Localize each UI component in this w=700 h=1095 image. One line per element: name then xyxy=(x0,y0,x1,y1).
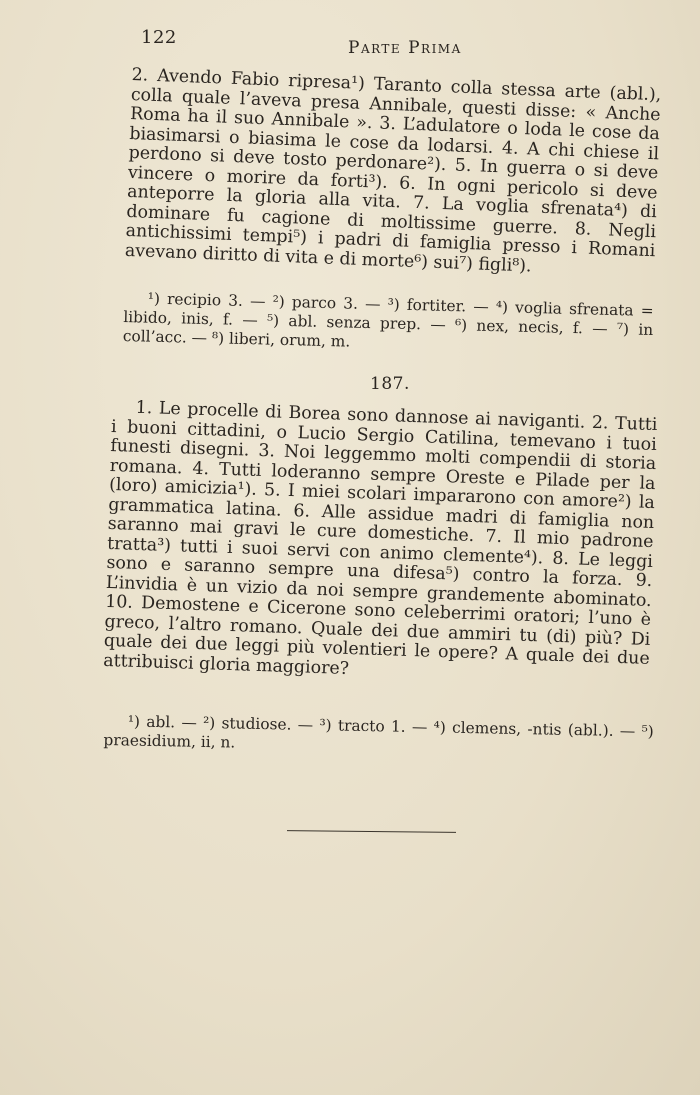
exercise-187-footnotes: ¹) abl. — ²) studiose. — ³) tracto 1. — ⁴) clemens, -ntis (abl.). — ⁵) praesidium, ii, n. xyxy=(103,712,654,752)
exercise-186-paragraph: 2. Avendo Fabio ripresa¹) Taranto colla stessa arte (abl.), colla quale l’aveva presa Annibale, questi disse: « Anche Roma ha il suo Annibale ». 3. L’adulatore o loda le cose da biasimarsi o biasima le cose da lodarsi. 4. A chi chiese il perdono si deve tosto perdonare²). 5. In guerra o si deve vincere o morire da forti³). 6. In ogni pericolo si deve anteporre la gloria alla vita. 7. La voglia sfrenata⁴) di dominare fu cagione di moltissime guerre. 8. Negli antichissimi tempi⁵) i padri di famiglia presso i Romani avevano diritto di vita e di morte⁶) sui⁷) figli⁸). xyxy=(124,65,662,276)
page-number: 122 xyxy=(141,27,177,48)
exercise-186-text xyxy=(125,66,662,281)
exercise-186-footnotes: ¹) recipio 3. — ²) parco 3. — ³) fortiter. — ⁴) voglia sfrenata = libido, inis, f. — ⁵) abl. senza prep. — ⁶) nex, necis, f. — ⁷) in coll’acc. — ⁸) liberi, orum, m. xyxy=(122,289,654,351)
running-head: Parte Prima xyxy=(348,38,462,58)
exercise-187-paragraph: 1. Le procelle di Borea sono dannose ai naviganti. 2. Tutti i buoni cittadini, o Lucio Sergio Catilina, temevano i tuoi funesti disegni. 3. Noi leggemmo molti compendii di storia romana. 4. Tutti loderanno sempre Oreste e Pilade per la (loro) amicizia¹). 5. I miei scolari impararono con amore²) la grammatica latina. 6. Alle assidue madri di famiglia non saranno mai gravi le cure domestiche. 7. Il mio padrone tratta³) tutti i suoi servi con animo clemente⁴). 8. Le leggi sono e saranno sempre una difesa⁵) contro la forza. 9. L’invidia è un vizio da noi sempre grandemente abominato. 10. Demostene e Cicerone sono celeberrimi oratori; l’uno è greco, l’altro romano. Quale dei due ammiri tu (di) più? Di quale dei due leggi più volentieri le opere? A quale dei due attribuisci gloria maggiore? xyxy=(102,397,658,679)
exercise-186-notes xyxy=(123,289,654,359)
exercise-187-notes xyxy=(103,712,654,761)
exercise-187-text xyxy=(103,398,658,689)
section-divider xyxy=(287,830,456,833)
exercise-number-187: 187. xyxy=(370,374,410,394)
